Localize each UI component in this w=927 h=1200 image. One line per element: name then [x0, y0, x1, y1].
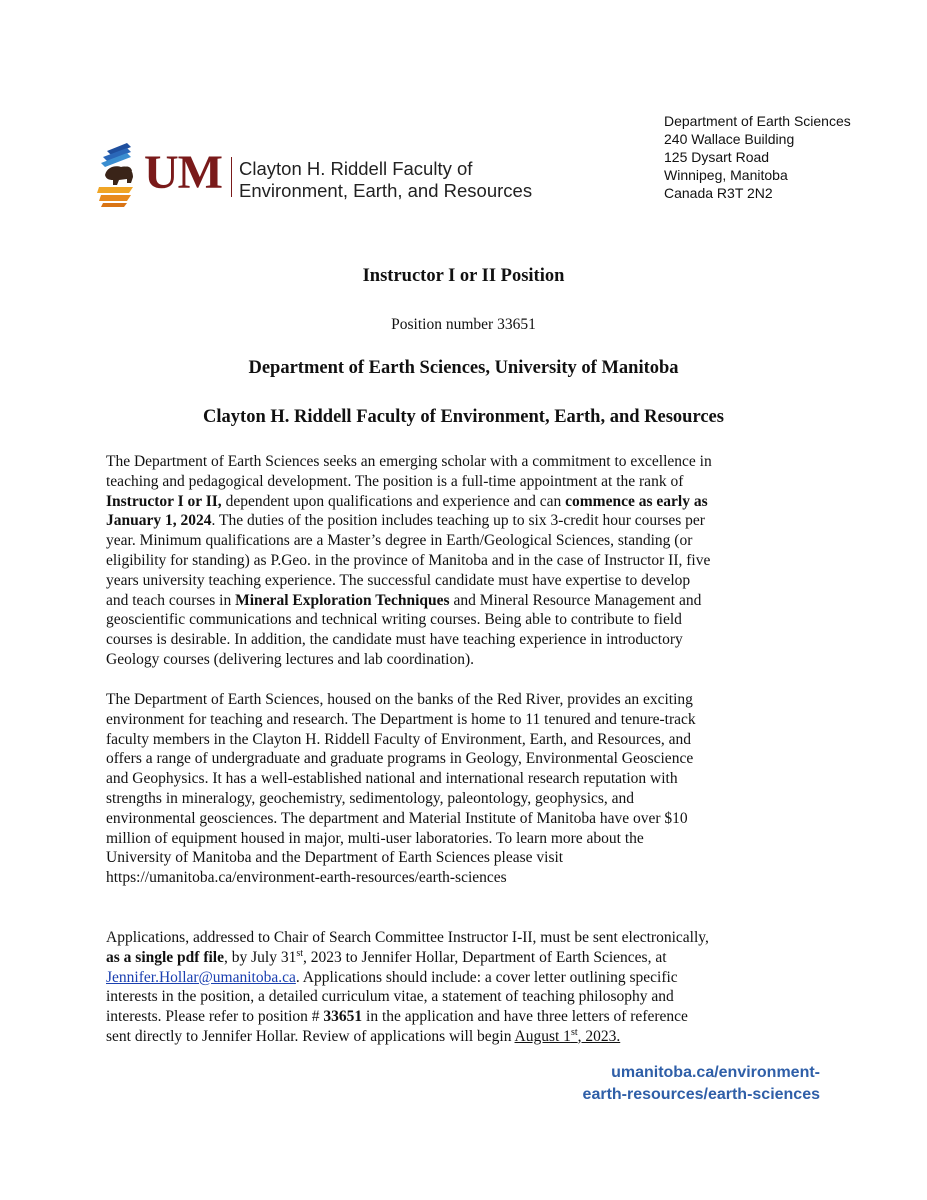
logo-divider: [231, 157, 232, 197]
application-instructions-paragraph: [106, 928, 826, 1047]
um-logo-mark: UM: [144, 146, 222, 199]
text-line: strengths in mineralogy, geochemistry, sedimentology, paleontology, geophysics, and: [106, 789, 635, 807]
text-line: environment for teaching and research. The Department is home to 11 tenured and tenure-track: [106, 710, 696, 728]
page-title: Instructor I or II Position: [362, 266, 565, 286]
text-line: The Department of Earth Sciences seeks an emerging scholar with a commitment to excellence in: [106, 453, 712, 470]
start-date-emphasis: January 1, 2024: [106, 512, 212, 530]
rank-emphasis: Instructor I or II,: [106, 492, 222, 510]
text-line: teaching and pedagogical development. The position is a full-time appointment at the rank of: [106, 472, 684, 490]
department-address: [664, 112, 851, 202]
bison-crest-icon: [97, 143, 141, 207]
text-line: million of equipment housed in major, multi-user laboratories. To learn more about the: [106, 829, 644, 847]
university-logo: [97, 143, 557, 207]
department-url-text: https://umanitoba.ca/environment-earth-resources/earth-sciences: [106, 869, 507, 887]
text-line: environmental geosciences. The department and Material Institute of Manitoba have over $10: [106, 809, 688, 827]
position-number: Position number 33651: [391, 316, 536, 333]
footer-url-line1: umanitoba.ca/environment-: [611, 1064, 820, 1081]
course-emphasis: Mineral Exploration Techniques: [235, 591, 450, 609]
text-line: as a single pdf file, by July 31st, 2023 to Jennifer Hollar, Department of Earth Sciences, at: [106, 947, 667, 966]
address-line: Canada R3T 2N2: [664, 185, 773, 201]
footer-website-link[interactable]: [583, 1062, 820, 1106]
contact-email-link[interactable]: Jennifer.Hollar@umanitoba.ca: [106, 968, 296, 986]
department-heading: Department of Earth Sciences, University of Manitoba: [248, 358, 679, 378]
address-line: Department of Earth Sciences: [664, 113, 851, 129]
text-line: Instructor I or II, dependent upon qualifications and experience and can commence as early as: [106, 492, 708, 510]
text-line: geoscientific communications and technical writing courses. Being able to contribute to field: [106, 611, 682, 629]
faculty-heading: Clayton H. Riddell Faculty of Environment, Earth, and Resources: [203, 407, 724, 427]
text-line: and teach courses in Mineral Exploration Techniques and Mineral Resource Management and: [106, 591, 702, 609]
address-line: Winnipeg, Manitoba: [664, 167, 788, 183]
logo-faculty-line2: Environment, Earth, and Resources: [239, 180, 533, 201]
text-line: interests in the position, a detailed curriculum vitae, a statement of teaching philosophy and: [106, 988, 674, 1006]
text-line: offers a range of undergraduate and graduate programs in Geology, Environmental Geoscience: [106, 750, 694, 768]
text-line: Jennifer.Hollar@umanitoba.ca. Applications should include: a cover letter outlining specific: [106, 968, 678, 986]
footer-url-line2: earth-resources/earth-sciences: [582, 1086, 820, 1103]
start-emphasis: commence as early as: [565, 492, 708, 510]
text-line: University of Manitoba and the Department of Earth Sciences please visit: [106, 849, 564, 867]
text-line: Applications, addressed to Chair of Search Committee Instructor I-II, must be sent electronically,: [106, 929, 709, 946]
text-line: year. Minimum qualifications are a Master’s degree in Earth/Geological Sciences, standing (or: [106, 532, 693, 550]
position-number-emphasis: 33651: [323, 1008, 363, 1026]
address-line: 240 Wallace Building: [664, 131, 795, 147]
text-line: years university teaching experience. The successful candidate must have expertise to develop: [106, 571, 691, 589]
position-description-paragraph: [106, 452, 826, 670]
logo-faculty-line1: Clayton H. Riddell Faculty of: [239, 158, 473, 179]
text-line: interests. Please refer to position # 33651 in the application and have three letters of reference: [106, 1008, 688, 1026]
text-line: and Geophysics. It has a well-established national and international research reputation with: [106, 770, 678, 788]
text-line: eligibility for standing) as P.Geo. in the province of Manitoba and in the case of Instructor II, five: [106, 551, 711, 569]
text-line: sent directly to Jennifer Hollar. Review of applications will begin August 1st, 2023.: [106, 1026, 621, 1045]
department-description-paragraph: [106, 690, 826, 888]
pdf-emphasis: as a single pdf file: [106, 948, 224, 966]
text-line: January 1, 2024. The duties of the position includes teaching up to six 3-credit hour courses per: [106, 512, 705, 530]
text-line: faculty members in the Clayton H. Riddell Faculty of Environment, Earth, and Resources, and: [106, 730, 691, 748]
text-line: courses is desirable. In addition, the candidate must have teaching experience in introductory: [106, 631, 683, 649]
text-line: Geology courses (delivering lectures and lab coordination).: [106, 650, 475, 668]
address-line: 125 Dysart Road: [664, 149, 770, 165]
review-date: August 1st, 2023.: [514, 1026, 621, 1045]
text-line: The Department of Earth Sciences, housed on the banks of the Red River, provides an exciting: [106, 691, 693, 708]
